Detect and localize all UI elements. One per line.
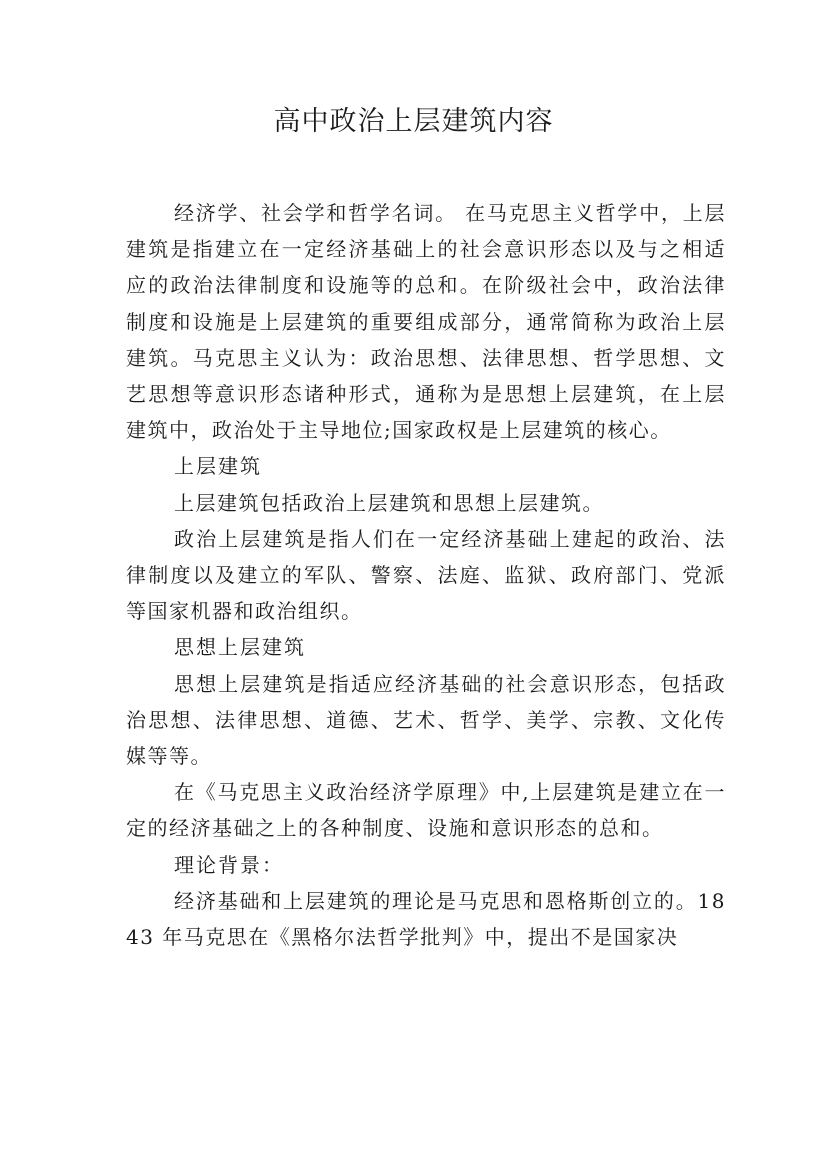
paragraph-ideological-superstructure: 思想上层建筑是指适应经济基础的社会意识形态，包括政治思想、法律思想、道德、艺术、哲学、美学、宗教、文化传媒等等。 — [126, 671, 726, 769]
paragraph-political-superstructure: 政治上层建筑是指人们在一定经济基础上建起的政治、法律制度以及建立的军队、警察、法庭、监狱、政府部门、党派等国家机器和政治组织。 — [126, 526, 726, 624]
section-heading-ideological-superstructure: 思想上层建筑 — [174, 635, 306, 660]
document-body — [126, 195, 726, 955]
paragraph-political-economy-definition: 在《马克思主义政治经济学原理》中,上层建筑是建立在一定的经济基础之上的各种制度、设施和意识形态的总和。 — [126, 780, 726, 841]
document-title: 高中政治上层建筑内容 — [273, 106, 554, 137]
section-heading-superstructure: 上层建筑 — [174, 454, 262, 479]
paragraph-superstructure-composition: 上层建筑包括政治上层建筑和思想上层建筑。 — [174, 490, 604, 515]
paragraph-intro: 经济学、社会学和哲学名词。 在马克思主义哲学中，上层建筑是指建立在一定经济基础上的社会意识形态以及与之相适应的政治法律制度和设施等的总和。在阶级社会中，政治法律制度和设施是上层建筑的重要组成部分，通常简称为政治上层建筑。马克思主义认为：政治思想、法律思想、哲学思想、文艺思想等意识形态诸种形式，通称为是思想上层建筑，在上层建筑中，政治处于主导地位;国家政权是上层建筑的核心。 — [126, 201, 726, 443]
paragraph-theory-background: 经济基础和上层建筑的理论是马克思和恩格斯创立的。1843 年马克思在《黑格尔法哲学批判》中，提出不是国家决 — [126, 888, 726, 950]
section-heading-theory-background: 理论背景： — [174, 852, 284, 877]
